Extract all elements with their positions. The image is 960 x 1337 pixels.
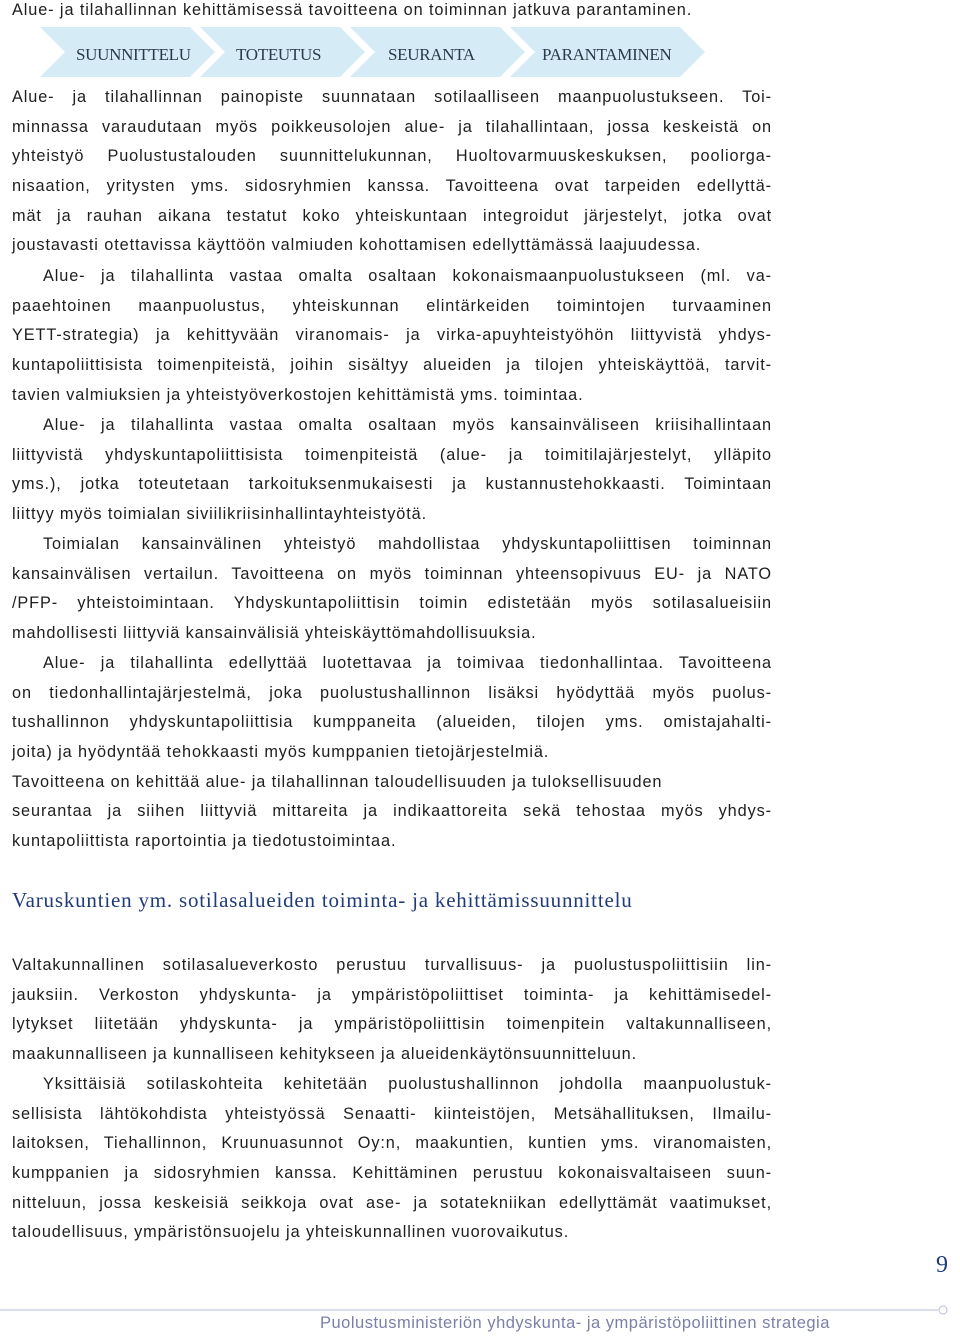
text-line: liittyvistä yhdyskuntapoliittisista toimenpiteistä (alue- ja toimitilajärjestelyt, ylläpito bbox=[12, 445, 772, 464]
text-line: mät ja rauhan aikana testatut koko yhteiskuntaan integroidut järjestelyt, jotka ovat bbox=[12, 206, 772, 225]
text-line: kumppanien ja sidosryhmien kanssa. Kehittäminen perustuu kokonaisvaltaiseen suun- bbox=[12, 1164, 772, 1183]
text-line: Yksittäisiä sotilaskohteita kehitetään puolustushallinnon johdolla maanpuolustuk- bbox=[43, 1075, 772, 1093]
text-line: tavien valmiuksien ja yhteistyöverkostojen kehittämistä yms. toimintaa. bbox=[12, 385, 584, 404]
text-line: tushallinnon yhdyskuntapoliittisia kumppaneita (alueiden, tilojen yms. omistajahalti- bbox=[12, 713, 772, 732]
intro-line: Alue- ja tilahallinnan kehittämisessä tavoitteena on toiminnan jatkuva parantaminen. bbox=[12, 1, 693, 19]
text-line: seurantaa ja siihen liittyviä mittareita ja indikaattoreita sekä tehostaa myös yhdys- bbox=[12, 802, 772, 821]
text-line: maakunnalliseen ja kunnalliseen kehitykseen ja alueidenkäytönsuunnitteluun. bbox=[12, 1045, 638, 1064]
text-line: Valtakunnallinen sotilasalueverkosto perustuu turvallisuus- ja puolustuspoliittisiin lin- bbox=[12, 956, 772, 974]
text-line: joita) ja hyödyntää tehokkaasti myös kumppanien tietojärjestelmiä. bbox=[12, 743, 550, 762]
paragraph-5 bbox=[12, 649, 772, 857]
text-line: kuntapoliittista raportointia ja tiedotustoimintaa. bbox=[12, 832, 397, 851]
text-line: YETT-strategia) ja kehittyvään viranomais- ja virka-apuyhteistyöhön liittyvistä yhdys- bbox=[12, 326, 772, 345]
text-line: liittyy myös toimialan siviilikriisinhallintayhteistyötä. bbox=[12, 505, 428, 524]
text-line: nitteluun, jossa keskeisiä seikkoja ovat ase- ja sotatekniikan edellyttämät vaatimukset, bbox=[12, 1193, 772, 1212]
text-line: Alue- ja tilahallinta vastaa omalta osaltaan myös kansainväliseen kriisihallintaan bbox=[43, 416, 772, 434]
section-heading: Varuskuntien ym. sotilasalueiden toiminta- ja kehittämissuunnittelu bbox=[12, 888, 633, 912]
text-line: on tiedonhallintajärjestelmä, joka puolustushallinnon lisäksi hyödyttää myös puolus- bbox=[12, 683, 772, 702]
paragraph-2 bbox=[12, 262, 772, 410]
text-line: minnassa varaudutaan myös poikkeusolojen alue- ja tilahallintaan, jossa keskeistä on bbox=[12, 117, 772, 136]
paragraph-3 bbox=[12, 411, 772, 530]
text-line: nisaation, yritysten yms. sidosryhmien kanssa. Tavoitteena ovat tarpeiden edellyttä- bbox=[12, 177, 772, 196]
text-line: jauksiin. Verkoston yhdyskunta- ja ympäristöpoliittiset toiminta- ja kehittämisedel- bbox=[12, 985, 772, 1004]
cycle-step-seuranta: SEURANTA bbox=[388, 45, 475, 64]
page-number: 9 bbox=[936, 1252, 948, 1278]
text-line: Alue- ja tilahallinnan painopiste suunnataan sotilaalliseen maanpuolustukseen. Toi- bbox=[12, 88, 772, 106]
text-line: kuntapoliittisista toimenpiteistä, joihin sisältyy alueiden ja tilojen yhteiskäyttöä, tarvit- bbox=[12, 356, 772, 375]
footer-title: Puolustusministeriön yhdyskunta- ja ympäristöpoliittinen strategia bbox=[320, 1314, 830, 1332]
text-line: sellisista lähtökohdista yhteistyössä Senaatti- kiinteistöjen, Metsähallituksen, Ilmailu- bbox=[12, 1104, 772, 1123]
text-line: lytykset liitetään yhdyskunta- ja ympäristöpoliittisin toimenpitein valtakunnalliseen, bbox=[12, 1015, 772, 1034]
text-line: Tavoitteena on kehittää alue- ja tilahallinnan taloudellisuuden ja tuloksellisuuden bbox=[12, 772, 663, 791]
text-line: paaehtoinen maanpuolustus, yhteiskunnan elintärkeiden toimintojen turvaaminen bbox=[12, 296, 772, 315]
cycle-step-toteutus: TOTEUTUS bbox=[236, 45, 322, 64]
paragraph-7 bbox=[12, 1070, 772, 1248]
text-line: Alue- ja tilahallinta edellyttää luotettavaa ja toimivaa tiedonhallintaa. Tavoitteena bbox=[43, 654, 772, 672]
text-line: Toimialan kansainvälinen yhteistyö mahdollistaa yhdyskuntapoliittisen toiminnan bbox=[43, 535, 772, 553]
text-line: Alue- ja tilahallinta vastaa omalta osaltaan kokonaismaanpuolustukseen (ml. va- bbox=[43, 267, 772, 285]
text-line: laitoksen, Tiehallinnon, Kruunuasunnot Oy:n, maakuntien, kuntien yms. viranomaisten, bbox=[12, 1134, 772, 1153]
paragraph-6 bbox=[12, 951, 772, 1070]
paragraph-4 bbox=[12, 530, 772, 649]
text-line: yhteistyö Puolustustalouden suunnittelukunnan, Huoltovarmuuskeskuksen, pooliorga- bbox=[12, 147, 772, 166]
paragraph-1 bbox=[12, 83, 772, 261]
text-line: taloudellisuus, ympäristönsuojelu ja yhteiskunnallinen vuorovaikutus. bbox=[12, 1223, 570, 1242]
text-line: /PFP- yhteistoimintaan. Yhdyskuntapoliittisin toimin edistetään myös sotilasalueisiin bbox=[12, 594, 772, 613]
text-line: mahdollisesti liittyviä kansainvälisiä yhteiskäyttömahdollisuuksia. bbox=[12, 624, 537, 643]
text-line: yms.), jotka toteutetaan tarkoituksenmukaisesti ja kustannustehokkaasti. Toimintaan bbox=[12, 475, 772, 494]
text-line: kansainvälisen vertailun. Tavoitteena on myös toiminnan yhteensopivuus EU- ja NATO bbox=[12, 564, 772, 583]
cycle-step-parantaminen: PARANTAMINEN bbox=[542, 45, 672, 64]
cycle-step-suunnittelu: SUUNNITTELU bbox=[76, 45, 191, 64]
text-line: joustavasti otettavissa käyttöön valmiuden kohottamisen edellyttämässä laajuudessa. bbox=[12, 236, 702, 255]
